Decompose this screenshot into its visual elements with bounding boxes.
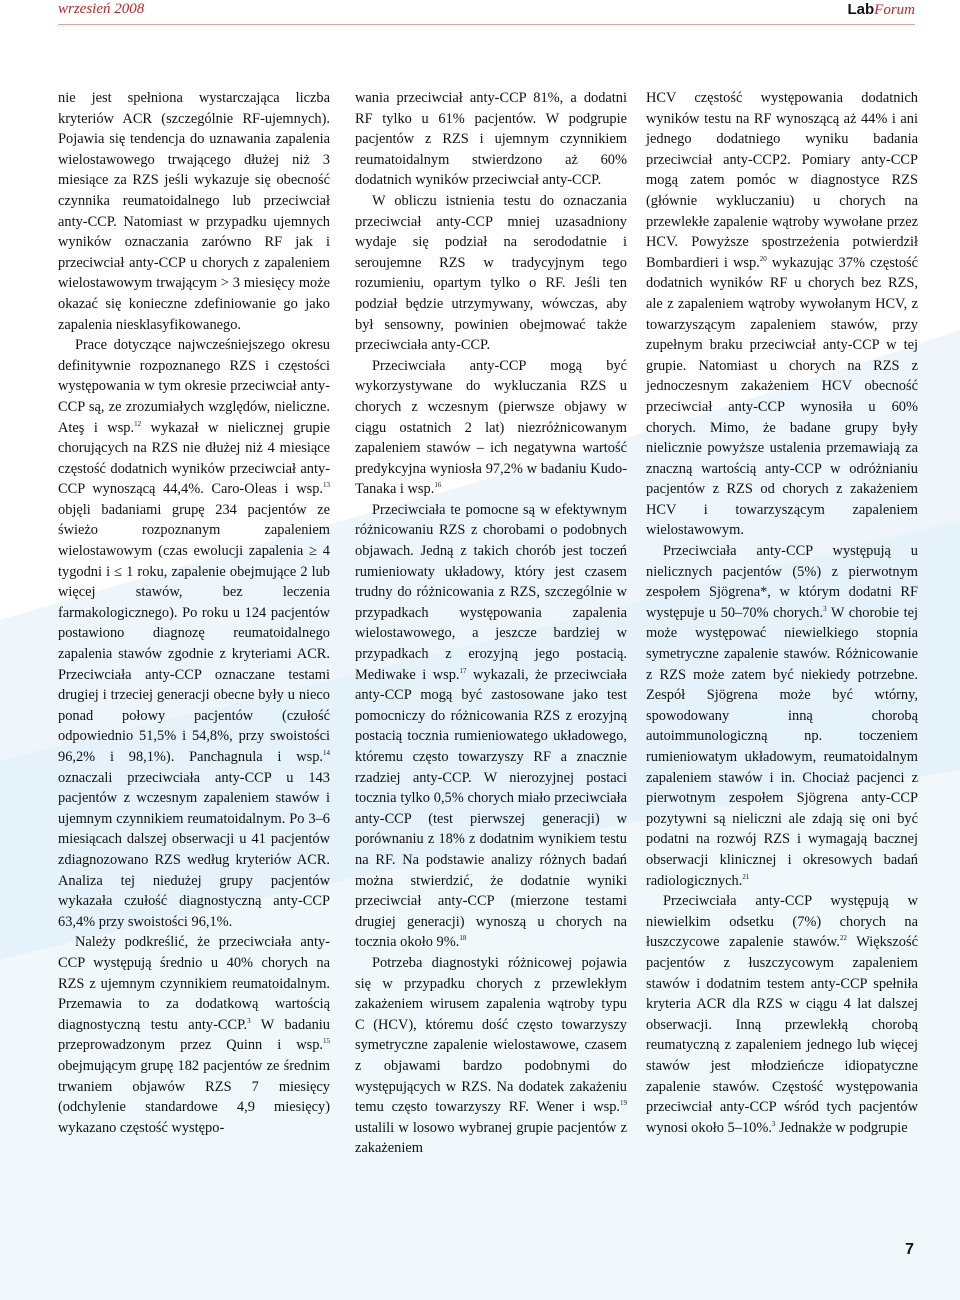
text-run: W badaniu przeprowadzonym przez Quinn i wsp. bbox=[58, 1016, 330, 1054]
text-run: HCV częstość występowania dodatnich wyników testu na RF wynoszącą aż 44% i ani jednego dodatniego wyniku badania przeciwciał anty-CCP2. Pomiary anty-CCP mogą zatem pomóc w diagnostyce RZS (głównie wykluczaniu) u chorych na przewlekłe zapalenie wątroby wywołane przez HCV. Powyższe spostrzeżenia potwierdził Bombardieri i wsp. bbox=[646, 90, 918, 271]
issue-date: wrzesień 2008 bbox=[58, 1, 145, 17]
citation-reference: 14 bbox=[323, 749, 330, 758]
citation-reference: 15 bbox=[323, 1037, 330, 1046]
brand-forum: Forum bbox=[874, 2, 915, 18]
text-run: Przeciwciała anty-CCP mogą być wykorzystywane do wykluczania RZS u chorych z wczesnym (pierwsze objawy w ciągu ostatnich 2 lat) niezróżnicowanym zapaleniem stawów – ich negatywna wartość predykcyjna wyniosła 97,2% w badaniu Kudo-Tanaka i wsp. bbox=[355, 357, 627, 498]
paragraph bbox=[646, 541, 918, 891]
text-column-2 bbox=[355, 88, 627, 1159]
citation-reference: 21 bbox=[742, 872, 750, 881]
paragraph: nie jest spełniona wystarczająca liczba kryteriów ACR (szczególnie RF-ujemnych). Pojawia się tendencja do uznawania zapalenia wielostawowego trwającego dłużej niż 3 miesiące za RZS jeśli wykazuje się obecność czynnika reumatoidalnego lub przeciwciał anty-CCP. Natomiast w przypadku ujemnych wyników oznaczania zarówno RF jak i przeciwciał anty-CCP u chorych z zapaleniem wielostawowym trwającym > 3 miesięcy może okazać się konieczne zdefiniowanie go jako zapalenia niesklasyfikowanego. bbox=[58, 90, 330, 333]
text-run: Przeciwciała anty-CCP występują w niewielkim odsetku (7%) chorych na łuszczycowe zapalenie stawów. bbox=[646, 893, 918, 951]
citation-reference: 3 bbox=[771, 1119, 776, 1128]
paragraph bbox=[355, 356, 627, 500]
paragraph bbox=[355, 500, 627, 953]
text-run: oznaczali przeciwciała anty-CCP u 143 pacjentów z wczesnym zapaleniem stawów i ujemnym czynnikiem reumatoidalnym. Po 3–6 miesiącach dalszej obserwacji u 41 pacjentów zdiagnozowano RZS według kryteriów ACR. Analiza tej niedużej grupy pacjentów wykazała czułość diagnostyczną anty-CCP 63,4% przy swoistości 96,1%. bbox=[58, 769, 330, 930]
text-run: Przeciwciała anty-CCP występują u nielicznych pacjentów (5%) z pierwotnym zespołem Sjögrena*, w którym dodatni RF występuje u 50–70% chorych. bbox=[646, 543, 918, 621]
citation-reference: 19 bbox=[620, 1099, 627, 1108]
text-column-3 bbox=[646, 88, 918, 1138]
citation-reference: 22 bbox=[839, 934, 847, 943]
text-run: Prace dotyczące najwcześniejszego okresu definitywnie rozpoznanego RZS i częstości występowania w tym okresie przeciwciał anty-CCP są, ze zrozumiałych względów, nieliczne. Ateş i wsp. bbox=[58, 337, 330, 436]
paragraph bbox=[646, 88, 918, 541]
text-run: Przeciwciała te pomocne są w efektywnym różnicowaniu RZS z chorobami o podobnych objawach. Jedną z takich chorób jest toczeń rumieniowaty układowy, który jest czasem trudny do różnicowania z RZS, szczególnie w przypadkach występowania zapalenia wielostawowego, a jeszcze bardziej w przypadkach z erozyjną jego postacią. Mediwake i wsp. bbox=[355, 501, 627, 683]
citation-reference: 3 bbox=[247, 1016, 251, 1025]
page-number: 7 bbox=[905, 1241, 914, 1258]
paragraph bbox=[58, 335, 330, 932]
text-run: obejmującym grupę 182 pacjentów ze średnim trwaniem objawów RZS 7 miesięcy (odchylenie standardowe 4,9 miesięcy) wykazano częstość występo- bbox=[58, 1057, 330, 1136]
citation-reference: 13 bbox=[323, 481, 330, 490]
header-divider bbox=[58, 24, 915, 25]
citation-reference: 17 bbox=[459, 666, 467, 675]
text-column-1 bbox=[58, 88, 330, 1138]
paragraph bbox=[355, 953, 627, 1159]
citation-reference: 20 bbox=[759, 254, 767, 263]
brand-lab: Lab bbox=[847, 1, 875, 18]
text-run: objęli badaniami grupę 234 pacjentów ze świeżo rozpoznanym zapaleniem wielostawowym (czas ewolucji zapalenia ≥ 4 tygodni i ≤ 1 roku, zapalenie obejmujące 2 lub więcej stawów, bez leczenia farmakologicznego). Po roku u 124 pacjentów postawiono diagnozę reumatoidalnego zapalenia stawów zgodnie z kryteriami ACR. Przeciwciała anty-CCP oznaczane testami drugiej i trzeciej generacji obecne były u nieco ponad połowy pacjentów (czułość odpowiednio 51,5% i 54,8%, przy swoistości 96,2% i 98,1%). Panchagnula i wsp. bbox=[58, 501, 330, 765]
paragraph: wania przeciwciał anty-CCP 81%, a dodatni RF tylko u 61% pacjentów. W podgrupie pacjentów z RZS i ujemnym czynnikiem reumatoidalnym stwierdzono aż 60% dodatnich wyników przeciwciał anty-CCP. bbox=[355, 90, 627, 189]
text-run: Potrzeba diagnostyki różnicowej pojawia się w przypadku chorych z przewlekłym zakażeniem wirusem zapalenia wątroby typu C (HCV), któremu dość często towarzyszy symetryczne zapalenie wielostawowe, czasem z objawami bardzo podobnymi do występujących w RZS. Na dodatek zakażeniu temu często towarzyszy RF. Wener i wsp. bbox=[355, 954, 627, 1116]
text-run: W chorobie tej może występować niewielkiego stopnia symetryczne zapalenie stawów. Różnicowanie z RZS może zatem być niekiedy potrzebne. Zespół Sjögrena może być wtórny, spowodowany inną chorobą autoimmunologiczną np. toczeniem rumieniowatym układowym, reumatoidalnym zapaleniem stawów i in. Chociaż pacjenci z pierwotnym zespołem Sjögrena anty-CCP pozytywni są nieliczni ale zdają się oni być podatni na rozwój RZS i wymagają bacznej obserwacji klinicznej i okresowych badań radiologicznych. bbox=[646, 604, 918, 889]
paragraph bbox=[58, 932, 330, 1138]
paragraph bbox=[646, 891, 918, 1138]
text-run: wykazali, że przeciwciała anty-CCP mogą być zastosowane jako test pomocniczy do różnicowania RZS z erozyjną postacią tocznia rumieniowatego układowego, któremu często towarzyszy RF a znacznie rzadziej anty-CCP. W nierozyjnej postaci tocznia tylko 0,5% chorych miało przeciwciała anty-CCP (test pierwszej generacji) w porównaniu z 18% z dodatnim wynikiem testu na RF. Na podstawie analizy różnych badań można stwierdzić, że dodatnie wyniki przeciwciał anty-CCP (mierzone testami drugiej generacji) wynoszą u chorych na tocznia około 9%. bbox=[355, 666, 628, 951]
text-run: wykazując 37% częstość dodatnich wyników RF u chorych bez RZS, ale z zapaleniem wątroby wywołanym HCV, z towarzyszącym zapaleniem stawów, przy zupełnym braku przeciwciał anty-CCP w tej grupie. Natomiast u chorych na RZS z jednoczesnym zakażeniem HCV obecność przeciwciał anty-CCP wynosiła u 60% chorych. Mimo, że badane grupy były nielicznie powyższe ustalenia przemawiają za znaczną wartością anty-CCP w odróżnianiu pacjentów z RZS od chorych z zakażeniem HCV i towarzyszącym zapaleniem wielostawowym. bbox=[646, 254, 919, 539]
citation-reference: 16 bbox=[434, 481, 442, 490]
text-run: Większość pacjentów z łuszczycowym zapaleniem stawów i dodatnim testem anty-CCP spełniła kryteria ACR dla RZS w ciągu 4 lat dalszej obserwacji. Inną przewlekłą chorobą reumatyczną z zapaleniem jednego lub więcej stawów jest młodzieńcze idiopatyczne zapalenie stawów. Częstość występowania przeciwciał anty-CCP wśród tych pacjentów wynosi około 5–10%. bbox=[646, 934, 918, 1136]
citation-reference: 12 bbox=[134, 419, 142, 428]
paragraph: W obliczu istnienia testu do oznaczania przeciwciał anty-CCP mniej uzasadniony wydaje się podział na serododatnie i seroujemne RZS w tradycyjnym tego rozumieniu, opartym tylko o RF. Jeśli ten podział będzie utrzymywany, wówczas, aby był sensowny, powinien obejmować także przeciwciała anty-CCP. bbox=[355, 192, 627, 354]
journal-brand bbox=[847, 1, 915, 19]
text-run: wykazał w nielicznej grupie chorujących na RZS nie dłużej niż 4 miesiące częstość dodatnich wyników przeciwciał anty-CCP wynoszącą 44,4%. Caro-Oleas i wsp. bbox=[58, 419, 330, 498]
text-run: Należy podkreślić, że przeciwciała anty-CCP występują średnio u 40% chorych na RZS z ujemnym czynnikiem reumatoidalnym. Przemawia to za dodatkową wartością diagnostyczną testu anty-CCP. bbox=[58, 934, 330, 1033]
citation-reference: 3 bbox=[823, 605, 827, 614]
page-header bbox=[0, 0, 960, 22]
text-run: Jednakże w podgrupie bbox=[775, 1119, 908, 1136]
text-run: ustalili w losowo wybranej grupie pacjentów z zakażeniem bbox=[355, 1119, 627, 1157]
citation-reference: 18 bbox=[459, 934, 467, 943]
